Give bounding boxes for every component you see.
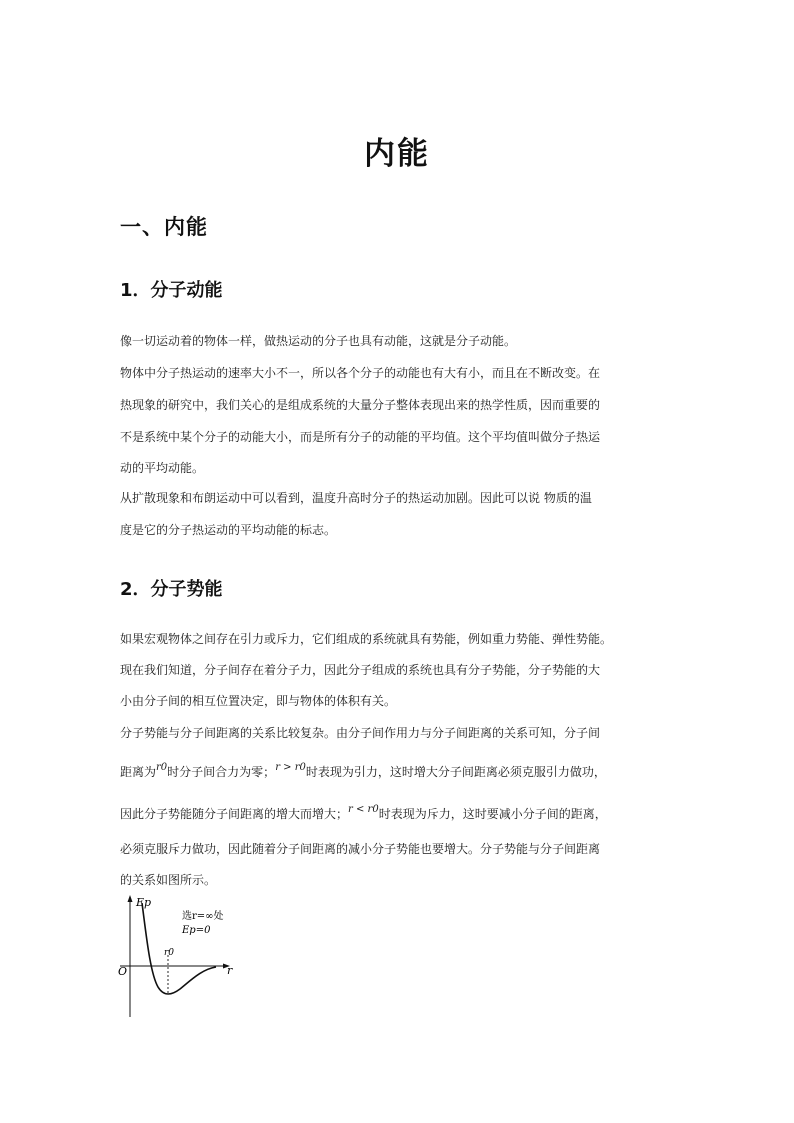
paragraph-line: 动的平均动能。 (120, 461, 205, 475)
paragraph-line: 从扩散现象和布朗运动中可以看到，温度升高时分子的热运动加剧。因此可以说 物质的温 (120, 491, 592, 505)
paragraph-line: 热现象的研究中，我们关心的是组成系统的大量分子整体表现出来的热学性质，因而重要的 (120, 398, 601, 412)
paragraph-line: 度是它的分子热运动的平均动能的标志。 (120, 523, 337, 537)
paragraph-line: 小由分子间的相互位置决定，即与物体的体积有关。 (120, 694, 397, 708)
text-segment: 时表现为引力，这时增大分子间距离必须克服引力做功， (305, 765, 606, 779)
math-r-less-r0: r < r0 (348, 804, 379, 815)
text-segment: 距离为 (120, 765, 157, 779)
page-title: 内能 (364, 136, 430, 172)
paragraph-line: 如果宏观物体之间存在引力或斥力，它们组成的系统就具有势能，例如重力势能、弹性势能。 (120, 632, 613, 646)
text-segment: 因此分子势能随分子间距离的增大而增大； (120, 807, 349, 821)
text-segment: 时表现为斥力，这时要减小分子间的距离， (378, 807, 607, 821)
paragraph-line: 必须克服斥力做功，因此随着分子间距离的减小分子势能也要增大。分子势能与分子间距离 (120, 842, 601, 856)
y-axis-arrow (128, 895, 133, 902)
paragraph-line: 不是系统中某个分子的动能大小，而是所有分子的动能的平均值。这个平均值叫做分子热运 (120, 430, 601, 444)
subsection-heading-molecular-kinetic-energy: 1．分子动能 (120, 280, 223, 301)
paragraph-line: 像一切运动着的物体一样，做热运动的分子也具有动能，这就是分子动能。 (120, 334, 517, 348)
paragraph-line-with-math (120, 806, 607, 824)
paragraph-line-with-math (120, 764, 606, 782)
subsection-heading-molecular-potential-energy: 2．分子势能 (120, 579, 223, 600)
reference-note-line1: 选r=∞处 (182, 911, 224, 922)
paragraph-line: 分子势能与分子间距离的关系比较复杂。由分子间作用力与分子间距离的关系可知，分子间 (120, 726, 601, 740)
math-r-greater-r0: r > r0 (275, 762, 306, 773)
reference-note-line2: Ep=0 (182, 925, 211, 936)
y-axis-label: Ep (136, 896, 152, 909)
paragraph-line: 物体中分子热运动的速率大小不一，所以各个分子的动能也有大有小，而且在不断改变。在 (120, 366, 601, 380)
paragraph-line: 现在我们知道，分子间存在着分子力，因此分子组成的系统也具有分子势能，分子势能的大 (120, 663, 601, 677)
r0-label: r0 (164, 948, 175, 958)
text-segment: 时分子间合力为零； (167, 765, 276, 779)
math-r0: r0 (156, 762, 168, 773)
origin-label: O (118, 965, 128, 978)
paragraph-line: 的关系如图所示。 (120, 873, 217, 887)
x-axis-label: r (227, 964, 233, 977)
section-heading-internal-energy: 一、内能 (120, 215, 208, 239)
potential-energy-curve-figure (118, 893, 243, 1021)
